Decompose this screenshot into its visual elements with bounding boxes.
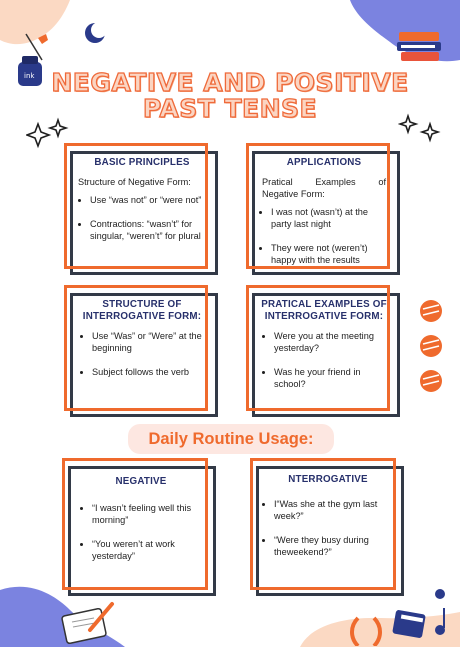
nterrogative-heading: NTERROGATIVE <box>288 474 368 485</box>
list-item: • I was not (wasn’t) at the party last night <box>271 206 386 230</box>
interrogative-structure-heading <box>76 299 208 323</box>
ink-bottle-label: ink <box>24 72 35 80</box>
applications-intro-line-2: Negative Form: <box>262 189 325 199</box>
negative-heading: NEGATIVE <box>115 476 167 487</box>
list-item: • Use “was not” or “were not” <box>90 194 206 206</box>
interrogative-structure-heading-line-2: INTERROGATIVE FORM: <box>82 311 202 322</box>
list-item: • Were you at the meeting yesterday? <box>274 330 392 354</box>
basic-principles-list <box>78 194 206 242</box>
interrogative-examples-heading-line-1: PRATICAL EXAMPLES OF <box>261 299 387 310</box>
list-item: • “Were they busy during theweekend?” <box>274 534 394 558</box>
nterrogative-card <box>248 458 408 596</box>
striped-circle-icon <box>419 334 443 358</box>
list-item: • Use “Was” or “Were” at the beginning <box>92 330 208 354</box>
books-stack-icon <box>395 28 445 70</box>
moon-icon <box>84 22 106 44</box>
applications-list <box>262 206 386 266</box>
basic-principles-heading: BASIC PRINCIPLES <box>94 157 190 168</box>
interrogative-structure-list <box>76 330 208 378</box>
page-title <box>0 70 460 122</box>
nterrogative-list <box>262 498 394 558</box>
list-item: • I“Was she at the gym last week?” <box>274 498 394 522</box>
page-title-line-2: PAST TENSE <box>142 94 318 123</box>
page-title-line-1: NEGATIVE AND POSITIVE <box>51 68 409 97</box>
parentheses-icon <box>348 616 384 646</box>
daily-routine-usage-label: Daily Routine Usage: <box>128 424 334 454</box>
basic-principles-card <box>62 143 222 275</box>
interrogative-examples-heading <box>256 299 392 323</box>
applications-card <box>244 143 404 275</box>
interrogative-examples-list <box>256 330 392 390</box>
interrogative-examples-card <box>244 285 404 419</box>
notebook-icon <box>390 604 430 642</box>
interrogative-structure-heading-line-1: STRUCTURE OF <box>102 299 182 310</box>
list-item: • Contractions: “wasn’t” for singular, “weren’t” for plural <box>90 218 206 242</box>
list-item: • “You weren’t at work yesterday” <box>92 538 206 562</box>
interrogative-examples-heading-line-2: INTERROGATIVE FORM: <box>264 311 384 322</box>
list-item: • Subject follows the verb <box>92 366 208 378</box>
music-note-icon <box>428 588 452 638</box>
striped-circle-icon <box>419 299 443 323</box>
list-item: • They were not (weren’t) happy with the results <box>271 242 386 266</box>
negative-list <box>76 502 206 562</box>
book-and-pen-icon <box>60 600 116 644</box>
striped-circle-icon <box>419 369 443 393</box>
list-item: • Was he your friend in school? <box>274 366 392 390</box>
applications-intro: Pratical Examples of <box>262 177 386 187</box>
negative-card <box>60 458 220 596</box>
basic-principles-intro: Structure of Negative Form: <box>78 177 191 187</box>
applications-heading: APPLICATIONS <box>286 157 362 168</box>
list-item: • “I wasn’t feeling well this morning” <box>92 502 206 526</box>
interrogative-structure-card <box>62 285 222 419</box>
